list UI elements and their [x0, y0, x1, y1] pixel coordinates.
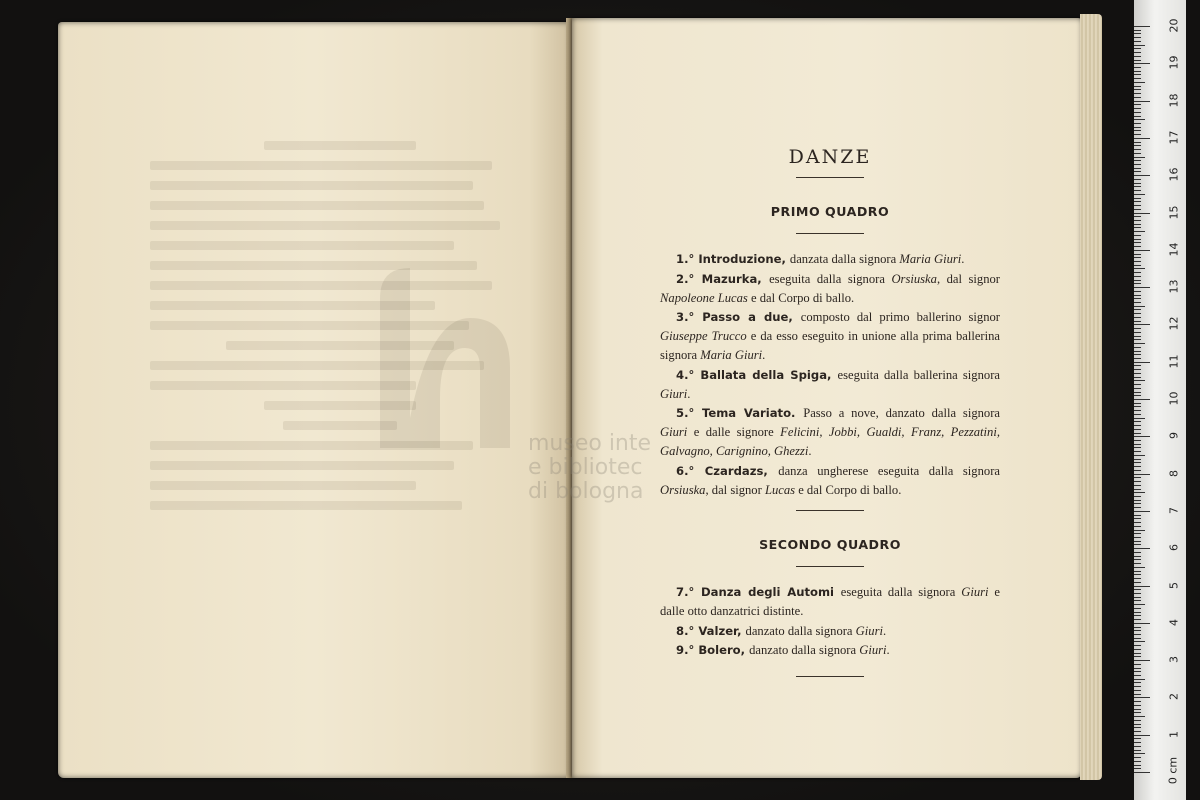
ruler-tick — [1134, 369, 1141, 370]
ruler-tick — [1134, 380, 1145, 381]
ruler-tick — [1134, 586, 1150, 587]
ruler-tick — [1134, 403, 1141, 404]
ruler-label: 16 — [1167, 167, 1181, 182]
ruler-tick — [1134, 567, 1145, 568]
ruler-tick — [1134, 515, 1141, 516]
ruler-tick — [1134, 526, 1141, 527]
dance-name: Czardazs, — [704, 463, 779, 478]
divider — [796, 510, 864, 511]
ruler-tick — [1134, 101, 1150, 102]
ruler-tick — [1134, 317, 1141, 318]
ruler-tick — [1134, 712, 1141, 713]
ruler-tick — [1134, 354, 1141, 355]
ruler-tick — [1134, 716, 1145, 717]
ruler-tick — [1134, 130, 1141, 131]
ruler-tick — [1134, 455, 1145, 456]
ruler-tick — [1134, 548, 1150, 549]
entry-number: 8.° — [676, 623, 699, 638]
ruler-tick — [1134, 470, 1141, 471]
ruler-tick — [1134, 63, 1150, 64]
divider — [796, 177, 864, 178]
ruler-tick — [1134, 343, 1145, 344]
ruler-label: 3 — [1167, 656, 1181, 664]
ruler-tick — [1134, 220, 1141, 221]
ruler-tick — [1134, 503, 1141, 504]
dance-description: danzato dalla signora Giuri. — [745, 623, 887, 638]
ruler-tick — [1134, 313, 1141, 314]
ruler-label: 14 — [1167, 242, 1181, 257]
ruler-tick — [1134, 406, 1141, 407]
ruler-tick — [1134, 183, 1141, 184]
ruler-tick — [1134, 619, 1141, 620]
ruler-tick — [1134, 727, 1141, 728]
ruler-tick — [1134, 485, 1141, 486]
ruler-tick — [1134, 649, 1141, 650]
ruler-tick — [1134, 765, 1141, 766]
ruler-tick — [1134, 686, 1141, 687]
ruler-tick — [1134, 86, 1141, 87]
danze-page-content — [660, 140, 1000, 677]
ruler-tick — [1134, 186, 1141, 187]
dance-entry — [660, 366, 1000, 404]
ruler-tick — [1134, 153, 1141, 154]
ruler-tick — [1134, 257, 1141, 258]
ruler-tick — [1134, 347, 1141, 348]
ruler-tick — [1134, 429, 1141, 430]
ruler-scale — [1134, 0, 1186, 800]
ruler-tick — [1134, 321, 1141, 322]
ruler-tick — [1134, 265, 1141, 266]
dance-name: Danza degli Automi — [701, 585, 841, 600]
ruler-tick — [1134, 477, 1141, 478]
ruler-tick — [1134, 261, 1141, 262]
ruler-label: 5 — [1167, 581, 1181, 589]
ruler-tick — [1134, 157, 1145, 158]
ruler-tick — [1134, 272, 1141, 273]
ruler-tick — [1134, 768, 1141, 769]
ruler-tick — [1134, 597, 1141, 598]
ruler-tick — [1134, 709, 1141, 710]
ruler-tick — [1134, 194, 1145, 195]
ruler-tick — [1134, 507, 1141, 508]
entry-number: 6.° — [676, 463, 705, 478]
ruler-tick — [1134, 418, 1145, 419]
ruler-tick — [1134, 425, 1141, 426]
ruler-tick — [1134, 33, 1141, 34]
ruler-tick — [1134, 171, 1141, 172]
ruler-tick — [1134, 563, 1141, 564]
ruler-label: 17 — [1167, 130, 1181, 145]
ruler-label: 2 — [1167, 693, 1181, 701]
ruler-tick — [1134, 608, 1141, 609]
ruler-tick — [1134, 104, 1141, 105]
ruler-tick — [1134, 641, 1145, 642]
ruler-tick — [1134, 496, 1141, 497]
ruler-tick — [1134, 660, 1150, 661]
ruler-tick — [1134, 481, 1141, 482]
library-logo-icon — [370, 258, 520, 458]
ruler-tick — [1134, 638, 1141, 639]
entry-number: 1.° — [676, 252, 699, 267]
ruler-tick — [1134, 724, 1141, 725]
dance-description: danza ungherese eseguita dalla signora Orsiuska, dal signor Lucas e dal Corpo di ballo. — [660, 463, 1000, 497]
ruler-tick — [1134, 589, 1141, 590]
ruler-tick — [1134, 160, 1141, 161]
ruler-tick — [1134, 283, 1141, 284]
ruler-tick — [1134, 746, 1141, 747]
ruler-tick — [1134, 67, 1141, 68]
ruler-tick — [1134, 612, 1141, 613]
ruler-tick — [1134, 750, 1141, 751]
ruler-tick — [1134, 518, 1141, 519]
ruler-tick — [1134, 112, 1141, 113]
ruler-tick — [1134, 694, 1141, 695]
ruler-tick — [1134, 201, 1141, 202]
ruler-tick — [1134, 309, 1141, 310]
ruler-tick — [1134, 74, 1141, 75]
ruler-tick — [1134, 392, 1141, 393]
ruler-tick — [1134, 89, 1141, 90]
ruler-label: 4 — [1167, 618, 1181, 626]
ruler-tick — [1134, 701, 1141, 702]
dance-description: eseguita dalla signora Orsiuska, dal signor Napoleone Lucas e dal Corpo di ballo. — [660, 271, 1000, 305]
ruler-tick — [1134, 410, 1141, 411]
dance-name: Passo a due, — [702, 310, 801, 325]
ruler-tick — [1134, 198, 1141, 199]
ruler-tick — [1134, 574, 1141, 575]
ruler-tick — [1134, 582, 1141, 583]
ruler-tick — [1134, 436, 1150, 437]
ruler-tick — [1134, 634, 1141, 635]
dance-description: danzata dalla signora Maria Giuri. — [789, 252, 965, 267]
ruler-tick — [1134, 231, 1145, 232]
ruler-tick — [1134, 761, 1141, 762]
ruler-label: 13 — [1167, 279, 1181, 294]
ruler-tick — [1134, 235, 1141, 236]
ruler-tick — [1134, 627, 1141, 628]
ruler-tick — [1134, 656, 1141, 657]
ruler-tick — [1134, 339, 1141, 340]
ruler-label: 12 — [1167, 316, 1181, 331]
ruler-tick — [1134, 556, 1141, 557]
ruler-tick — [1134, 571, 1141, 572]
ruler-tick — [1134, 720, 1141, 721]
ruler-tick — [1134, 224, 1141, 225]
ruler-tick — [1134, 522, 1141, 523]
page-edges — [1080, 14, 1102, 780]
ruler-tick — [1134, 216, 1141, 217]
ruler-tick — [1134, 336, 1141, 337]
ruler-tick — [1134, 653, 1141, 654]
ruler-tick — [1134, 205, 1141, 206]
ruler-tick — [1134, 399, 1150, 400]
ruler-label: 10 — [1167, 391, 1181, 406]
ruler-tick — [1134, 295, 1141, 296]
ruler-tick — [1134, 149, 1141, 150]
ruler-label: 15 — [1167, 205, 1181, 219]
ruler-tick — [1134, 414, 1141, 415]
ruler-tick — [1134, 242, 1141, 243]
ruler-tick — [1134, 119, 1145, 120]
ruler-tick — [1134, 56, 1141, 57]
ruler-tick — [1134, 298, 1141, 299]
ruler-tick — [1134, 276, 1141, 277]
ruler-tick — [1134, 451, 1141, 452]
entry-number: 5.° — [676, 406, 702, 421]
dance-name: Valzer, — [698, 623, 746, 638]
dance-list — [660, 250, 1000, 500]
dance-name: Bolero, — [698, 642, 750, 657]
ruler-tick — [1134, 735, 1150, 736]
ruler-tick — [1134, 474, 1150, 475]
ruler-tick — [1134, 466, 1141, 467]
ruler-tick — [1134, 511, 1150, 512]
section-heading: SECONDO QUADRO — [759, 537, 901, 553]
ruler-tick — [1134, 679, 1145, 680]
ruler-tick — [1134, 302, 1141, 303]
dance-description: Passo a nove, danzato dalla signora Giuri e dalle signore Felicini, Jobbi, Gualdi, Franz, Pezzatini, Galvagno, Carignino, Ghezzi. — [660, 406, 1001, 459]
ruler-tick — [1134, 541, 1141, 542]
ruler-tick — [1134, 190, 1141, 191]
ruler-tick — [1134, 682, 1141, 683]
ruler-tick — [1134, 41, 1141, 42]
ruler-tick — [1134, 578, 1141, 579]
entry-number: 4.° — [676, 367, 701, 382]
ruler-tick — [1134, 559, 1141, 560]
ruler-tick — [1134, 500, 1141, 501]
ruler-tick — [1134, 492, 1145, 493]
dance-list — [660, 583, 1000, 660]
ruler-tick — [1134, 48, 1141, 49]
ruler-tick — [1134, 332, 1141, 333]
ruler-tick — [1134, 552, 1141, 553]
ruler-tick — [1134, 753, 1145, 754]
ruler-label: 7 — [1167, 506, 1181, 514]
ruler-tick — [1134, 268, 1145, 269]
entry-number: 9.° — [676, 642, 699, 657]
dance-description: eseguita dalla signora Giuri e dalle otto danzatrici distinte. — [660, 585, 1000, 619]
ruler-tick — [1134, 664, 1141, 665]
ruler-tick — [1134, 52, 1141, 53]
dance-entry — [660, 404, 1000, 462]
ruler-label: 11 — [1167, 354, 1181, 369]
ruler-tick — [1134, 26, 1150, 27]
ruler-tick — [1134, 459, 1141, 460]
ruler-tick — [1134, 142, 1141, 143]
ruler-tick — [1134, 440, 1141, 441]
ruler-tick — [1134, 168, 1141, 169]
ruler-tick — [1134, 462, 1141, 463]
dance-description: danzato dalla signora Giuri. — [749, 642, 890, 657]
ruler-tick — [1134, 433, 1141, 434]
ruler-tick — [1134, 37, 1141, 38]
divider — [796, 233, 864, 234]
ruler-tick — [1134, 123, 1141, 124]
ruler-tick — [1134, 530, 1145, 531]
ruler-tick — [1134, 395, 1141, 396]
ruler-tick — [1134, 623, 1150, 624]
ruler-tick — [1134, 421, 1141, 422]
ruler-tick — [1134, 93, 1141, 94]
ruler-tick — [1134, 254, 1141, 255]
sections-container — [660, 202, 1000, 660]
ruler-tick — [1134, 213, 1150, 214]
ruler-tick — [1134, 705, 1141, 706]
ruler-tick — [1134, 604, 1145, 605]
ruler-tick — [1134, 287, 1150, 288]
ruler-label: 20 — [1167, 18, 1181, 33]
ruler-tick — [1134, 82, 1145, 83]
dance-entry — [660, 622, 1000, 641]
divider — [796, 566, 864, 567]
ruler-tick — [1134, 738, 1141, 739]
ruler-tick — [1134, 45, 1145, 46]
ruler-tick — [1134, 324, 1150, 325]
ruler-tick — [1134, 78, 1141, 79]
ruler-tick — [1134, 757, 1141, 758]
ruler-tick — [1134, 108, 1141, 109]
watermark-text: museo inte e bibliotec di bologna — [528, 431, 652, 504]
ruler-tick — [1134, 60, 1141, 61]
ruler-tick — [1134, 671, 1141, 672]
ruler-tick — [1134, 444, 1141, 445]
dance-entry — [660, 308, 1000, 366]
dance-name: Mazurka, — [701, 271, 770, 286]
ruler-tick — [1134, 668, 1141, 669]
ruler-tick — [1134, 377, 1141, 378]
ruler-label: 6 — [1167, 544, 1181, 552]
dance-entry — [660, 641, 1000, 660]
entry-number: 3.° — [676, 310, 703, 325]
dance-entry — [660, 462, 1000, 500]
ruler-tick — [1134, 175, 1150, 176]
ruler-tick — [1134, 384, 1141, 385]
ruler-tick — [1134, 544, 1141, 545]
ruler-tick — [1134, 328, 1141, 329]
ruler-tick — [1134, 351, 1141, 352]
ruler-tick — [1134, 593, 1141, 594]
ruler-tick — [1134, 138, 1150, 139]
ruler-tick — [1134, 116, 1141, 117]
ruler-label: 0 cm — [1166, 756, 1180, 785]
ruler-tick — [1134, 145, 1141, 146]
ruler-tick — [1134, 675, 1141, 676]
ruler-label: 18 — [1167, 93, 1181, 108]
entry-number: 2.° — [676, 271, 702, 286]
dance-entry — [660, 250, 1000, 269]
ruler-tick — [1134, 280, 1141, 281]
ruler-tick — [1134, 645, 1141, 646]
measurement-ruler — [1134, 0, 1186, 800]
divider — [796, 676, 864, 677]
dance-name: Introduzione, — [698, 252, 790, 267]
ruler-tick — [1134, 365, 1141, 366]
ruler-tick — [1134, 731, 1141, 732]
ruler-label: 1 — [1167, 730, 1181, 738]
dance-entry — [660, 270, 1000, 308]
ruler-tick — [1134, 630, 1141, 631]
entry-number: 7.° — [676, 585, 702, 600]
ruler-tick — [1134, 250, 1150, 251]
ruler-tick — [1134, 537, 1141, 538]
ruler-tick — [1134, 362, 1150, 363]
ruler-tick — [1134, 71, 1141, 72]
ruler-tick — [1134, 97, 1141, 98]
ruler-tick — [1134, 489, 1141, 490]
ruler-tick — [1134, 533, 1141, 534]
ruler-tick — [1134, 134, 1141, 135]
ruler-tick — [1134, 447, 1141, 448]
ruler-tick — [1134, 239, 1141, 240]
ruler-tick — [1134, 690, 1141, 691]
ruler-tick — [1134, 246, 1141, 247]
section-heading: PRIMO QUADRO — [770, 204, 890, 220]
ruler-tick — [1134, 742, 1141, 743]
ruler-label: 8 — [1167, 469, 1181, 477]
ruler-tick — [1134, 127, 1141, 128]
ruler-tick — [1134, 209, 1141, 210]
ruler-tick — [1134, 291, 1141, 292]
dance-name: Tema Variato. — [702, 406, 804, 421]
ruler-tick — [1134, 306, 1145, 307]
ruler-tick — [1134, 179, 1141, 180]
ruler-label: 19 — [1167, 55, 1181, 70]
ruler-tick — [1134, 30, 1141, 31]
ruler-tick — [1134, 227, 1141, 228]
ruler-tick — [1134, 772, 1150, 773]
dance-entry — [660, 583, 1000, 621]
dance-description: composto dal primo ballerino signor Giuseppe Trucco e da esso eseguito in unione alla prima ballerina signora Maria Giuri. — [660, 310, 1000, 363]
ruler-tick — [1134, 600, 1141, 601]
page-title: DANZE — [788, 146, 872, 168]
dance-description: eseguita dalla ballerina signora Giuri. — [660, 367, 1000, 401]
ruler-tick — [1134, 358, 1141, 359]
ruler-tick — [1134, 373, 1141, 374]
ruler-label: 9 — [1167, 432, 1181, 440]
dance-name: Ballata della Spiga, — [700, 367, 838, 382]
ruler-tick — [1134, 615, 1141, 616]
ruler-tick — [1134, 388, 1141, 389]
ruler-tick — [1134, 164, 1141, 165]
ruler-tick — [1134, 697, 1150, 698]
